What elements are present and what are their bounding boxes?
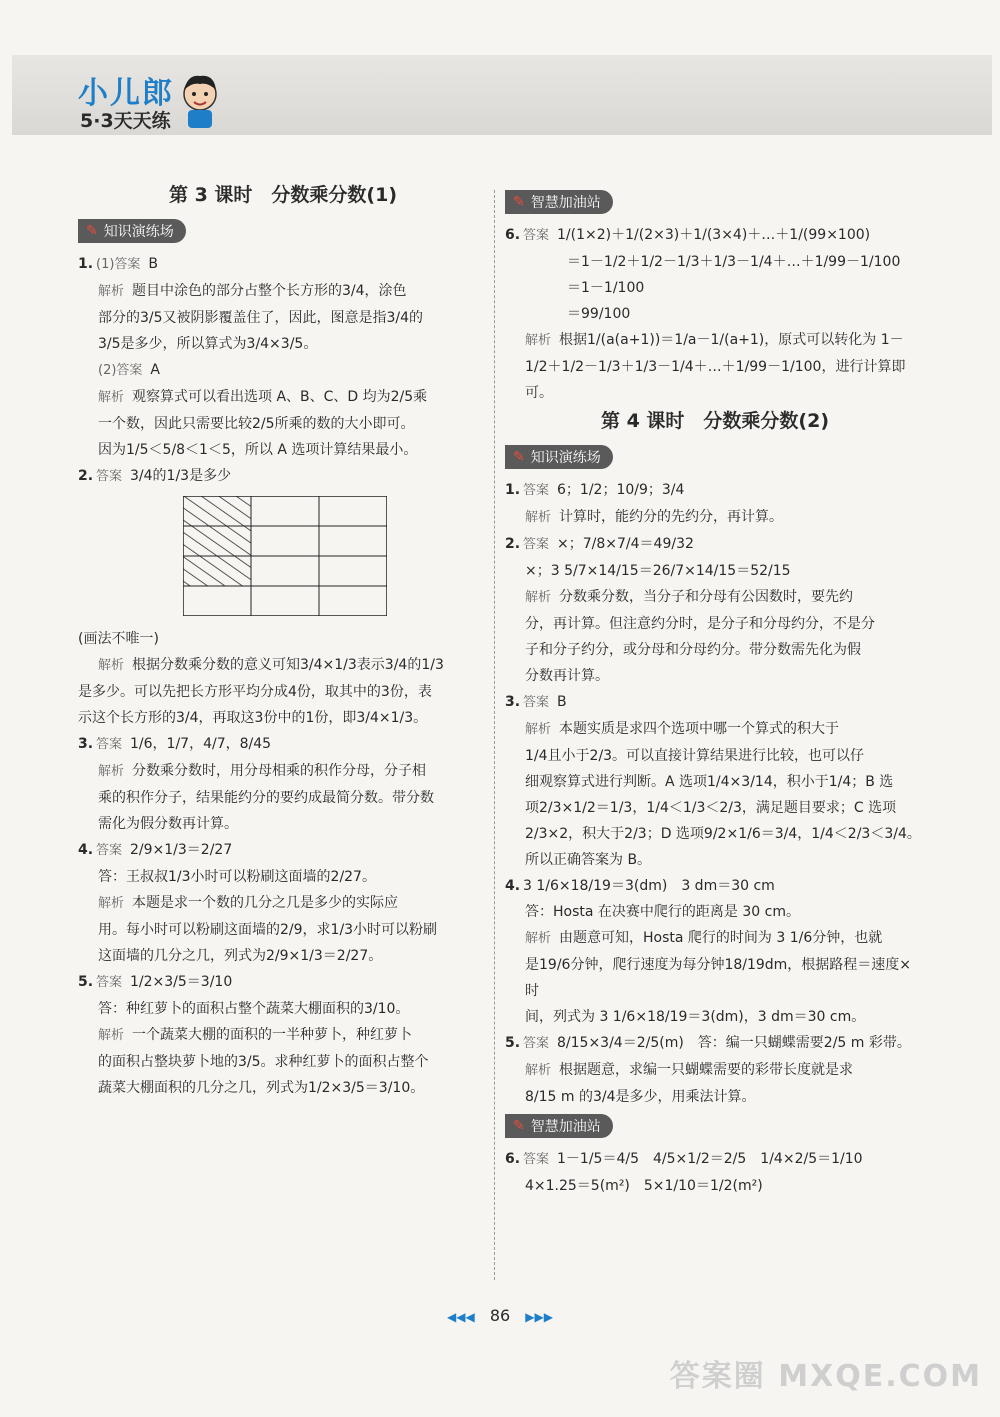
line-text: 蔬菜大棚面积的几分之几，列式为1/2×3/5＝3/10。: [98, 1080, 425, 1096]
line-text: 的面积占整块萝卜地的3/5。求种红萝卜的面积占整个: [98, 1054, 429, 1070]
text-line: [505, 249, 925, 275]
text-line: [505, 354, 925, 406]
line-text: 由题意可知，Hosta 爬行的时间为 3 1/6分钟，也就: [559, 930, 883, 946]
text-line: [78, 411, 488, 437]
text-line: [505, 1004, 925, 1030]
line-text: 根据分数乘分数的意义可知3/4×1/3表示3/4的1/3: [132, 657, 444, 673]
line-text: 观察算式可以看出选项 A、B、C、D 均为2/5乘: [132, 389, 428, 405]
prev-arrows-icon: ◀◀◀: [447, 1310, 475, 1324]
text-line: [505, 637, 925, 663]
question-number: 5.: [78, 974, 94, 990]
line-label: 解析: [98, 390, 125, 405]
text-line: [78, 278, 488, 305]
line-text: 因为1/5＜5/8＜1＜5，所以 A 选项计算结果最小。: [98, 442, 418, 458]
line-label: 答案: [96, 975, 123, 990]
right-column: [505, 186, 925, 1199]
text-line: [78, 1075, 488, 1101]
text-line: [78, 437, 488, 463]
text-line: [78, 758, 488, 785]
line-text: 子和分子约分，或分母和分母约分。带分数需先化为假: [525, 642, 861, 658]
line-text: 1/2×3/5＝3/10: [130, 974, 233, 990]
text-line: [505, 1173, 925, 1199]
line-text: 乘的积作分子，结果能约分的要约成最简分数。带分数: [98, 790, 434, 806]
line-label: 解析: [525, 1063, 552, 1078]
text-line: [505, 1146, 925, 1173]
text-line: [78, 943, 488, 969]
watermark-logo: 答案圈 MXQE.COM: [669, 1359, 982, 1394]
line-text: 4×1.25＝5(m²) 5×1/10＝1/2(m²): [525, 1178, 763, 1194]
line-text: 一个数，因此只需要比较2/5所乘的数的大小即可。: [98, 416, 415, 432]
pencil-icon: ✎: [513, 449, 525, 465]
line-text: 本题是求一个数的几分之几是多少的实际应: [132, 895, 399, 911]
line-text: ×；3 5/7×14/15＝26/7×14/15＝52/15: [525, 563, 791, 579]
question-number: 4.: [505, 878, 521, 894]
question-number: 2.: [505, 536, 521, 552]
line-text: 6；1/2；10/9；3/4: [557, 482, 685, 498]
line-label: 解析: [525, 590, 552, 605]
line-text: 本题实质是求四个选项中哪一个算式的积大于: [559, 721, 840, 737]
text-line: [505, 504, 925, 531]
text-line: [78, 626, 488, 652]
question-number: 6.: [505, 1151, 521, 1167]
text-line: [78, 864, 488, 890]
question-number: 3.: [505, 694, 521, 710]
line-text: 项2/3×1/2＝1/3，1/4＜1/3＜2/3，满足题目要求；C 选项: [525, 800, 897, 816]
line-text: ＝1－1/2＋1/2－1/3＋1/3－1/4＋…＋1/99－1/100: [567, 254, 901, 270]
line-label: 解析: [98, 658, 125, 673]
line-text: 8/15×3/4＝2/5(m) 答：编一只蝴蝶需要2/5 m 彩带。: [557, 1035, 911, 1051]
line-text: 2/3×2，积大于2/3；D 选项9/2×1/6＝3/4，1/4＜2/3＜3/4。: [525, 826, 921, 842]
answer-grid-figure: [183, 496, 387, 616]
line-text: 分数乘分数时，用分母相乘的积作分母，分子相: [132, 763, 427, 779]
line-text: 3/4的1/3是多少: [130, 468, 232, 484]
line-label: 答案: [523, 228, 550, 243]
lesson-3-title: 第 3 课时 分数乘分数(1): [168, 184, 398, 206]
text-line: [505, 847, 925, 873]
line-text: 这面墙的几分之几，列式为2/9×1/3＝2/27。: [98, 948, 383, 964]
text-line: [505, 663, 925, 689]
text-line: [505, 1057, 925, 1084]
text-line: [78, 331, 488, 357]
pencil-icon: ✎: [513, 194, 525, 210]
line-label: 答案: [523, 537, 550, 552]
text-line: [78, 1022, 488, 1049]
text-line: [505, 769, 925, 795]
text-line: [505, 222, 925, 249]
line-label: 答案: [523, 483, 550, 498]
text-line: [505, 716, 925, 743]
text-line: [505, 743, 925, 769]
text-line: [505, 873, 925, 899]
line-label: 解析: [525, 333, 552, 348]
line-text: B: [148, 256, 159, 272]
text-line: [505, 1030, 925, 1057]
text-line: [78, 837, 488, 864]
line-text: 计算时，能约分的先约分，再计算。: [559, 509, 784, 525]
line-text: 所以正确答案为 B。: [525, 852, 652, 868]
text-line: [505, 584, 925, 611]
page-footer: [0, 1306, 1000, 1325]
line-label: 解析: [98, 896, 125, 911]
text-line: [78, 705, 488, 731]
pencil-icon: ✎: [513, 1118, 525, 1134]
line-label: 解析: [98, 284, 125, 299]
text-line: [78, 890, 488, 917]
line-text: 1/(1×2)＋1/(2×3)＋1/(3×4)＋…＋1/(99×100): [557, 227, 871, 243]
line-text: 1/2＋1/2－1/3＋1/3－1/4＋…＋1/99－1/100，进行计算即可。: [525, 359, 906, 401]
line-text: 答：Hosta 在决赛中爬行的距离是 30 cm。: [525, 904, 800, 920]
text-line: [505, 795, 925, 821]
text-line: [78, 679, 488, 705]
line-text: 1/4且小于2/3。可以直接计算结果进行比较，也可以仔: [525, 748, 865, 764]
line-text: 分数再计算。: [525, 668, 609, 684]
line-text: 间，列式为 3 1/6×18/19＝3(dm)，3 dm＝30 cm。: [525, 1009, 866, 1025]
lesson-4-title: 第 4 课时 分数乘分数(2): [600, 410, 830, 432]
question-number: 5.: [505, 1035, 521, 1051]
line-label: (2)答案: [98, 363, 143, 378]
text-line: [505, 275, 925, 301]
text-line: [78, 305, 488, 331]
line-text: 2/9×1/3＝2/27: [130, 842, 233, 858]
line-label: 解析: [525, 722, 552, 737]
text-line: [505, 689, 925, 716]
text-line: [78, 785, 488, 811]
question-number: 2.: [78, 468, 94, 484]
text-line: [78, 357, 488, 384]
line-text: 部分的3/5又被阴影覆盖住了，因此，图意是指3/4的: [98, 310, 424, 326]
line-label: 解析: [98, 1028, 125, 1043]
pencil-icon: ✎: [86, 223, 98, 239]
line-label: (1)答案: [96, 257, 141, 272]
line-text: 需化为假分数再计算。: [98, 816, 238, 832]
line-label: 答案: [96, 843, 123, 858]
text-line: [505, 821, 925, 847]
text-line: [78, 1049, 488, 1075]
text-line: [78, 384, 488, 411]
line-text: 答：王叔叔1/3小时可以粉刷这面墙的2/27。: [98, 869, 376, 885]
line-text: 答：种红萝卜的面积占整个蔬菜大棚面积的3/10。: [98, 1001, 410, 1017]
line-text: (画法不唯一): [78, 631, 159, 647]
line-text: 是多少。可以先把长方形平均分成4份，取其中的3份，表: [78, 684, 432, 700]
brand-subtitle: 5·3天天练: [80, 110, 171, 132]
text-line: [505, 611, 925, 637]
line-label: 答案: [523, 1152, 550, 1167]
left-column: [78, 180, 488, 1101]
text-line: [78, 969, 488, 996]
line-text: 1－1/5＝4/5 4/5×1/2＝2/5 1/4×2/5＝1/10: [557, 1151, 863, 1167]
line-text: 细观察算式进行判断。A 选项1/4×3/14，积小于1/4；B 选: [525, 774, 894, 790]
section-header-challenge-top: ✎ 智慧加油站: [505, 190, 613, 214]
line-label: 解析: [525, 931, 552, 946]
text-line: [505, 1084, 925, 1110]
line-text: 分，再计算。但注意约分时，是分子和分母约分，不是分: [525, 616, 875, 632]
line-text: 根据题意，求编一只蝴蝶需要的彩带长度就是求: [559, 1062, 854, 1078]
line-text: A: [150, 362, 160, 378]
text-line: [78, 996, 488, 1022]
question-number: 3.: [78, 736, 94, 752]
question-number: 1.: [505, 482, 521, 498]
text-line: [505, 925, 925, 952]
line-text: 1/6，1/7，4/7，8/45: [130, 736, 272, 752]
line-label: 解析: [525, 510, 552, 525]
line-label: 答案: [523, 695, 550, 710]
line-label: 答案: [96, 469, 123, 484]
section-header-practice-2: ✎ 知识演练场: [505, 445, 613, 469]
line-text: 8/15 m 的3/4是多少，用乘法计算。: [525, 1089, 756, 1105]
text-line: [78, 251, 488, 278]
section-header-practice: ✎ 知识演练场: [78, 219, 186, 243]
line-label: 解析: [98, 764, 125, 779]
text-line: [78, 731, 488, 758]
line-text: 是19/6分钟，爬行速度为每分钟18/19dm，根据路程＝速度×时: [525, 957, 912, 999]
line-text: 分数乘分数，当分子和分母有公因数时，要先约: [559, 589, 854, 605]
line-text: 用。每小时可以粉刷这面墙的2/9，求1/3小时可以粉刷: [98, 922, 438, 938]
line-text: ＝99/100: [567, 306, 631, 322]
text-line: [505, 952, 925, 1004]
line-text: 3/5是多少，所以算式为3/4×3/5。: [98, 336, 318, 352]
text-line: [505, 899, 925, 925]
brand-logo: 小儿郎: [78, 76, 174, 111]
text-line: [78, 917, 488, 943]
section-header-challenge: ✎ 智慧加油站: [505, 1114, 613, 1138]
next-arrows-icon: ▶▶▶: [525, 1310, 553, 1324]
text-line: [78, 463, 488, 490]
line-text: 一个蔬菜大棚的面积的一半种萝卜，种红萝卜: [132, 1027, 413, 1043]
line-text: B: [557, 694, 567, 710]
line-text: 根据1/(a(a+1))＝1/a－1/(a+1)，原式可以转化为 1－: [559, 332, 904, 348]
text-line: [78, 652, 488, 679]
text-line: [78, 811, 488, 837]
line-text: 3 1/6×18/19＝3(dm) 3 dm＝30 cm: [523, 878, 775, 894]
page-number: 86: [489, 1306, 511, 1325]
line-text: 示这个长方形的3/4，再取这3份中的1份，即3/4×1/3。: [78, 710, 428, 726]
text-line: [505, 558, 925, 584]
text-line: [505, 477, 925, 504]
text-line: [505, 531, 925, 558]
line-label: 答案: [523, 1036, 550, 1051]
mascot-icon: [178, 72, 222, 130]
text-line: [505, 327, 925, 354]
line-text: 题目中涂色的部分占整个长方形的3/4，涂色: [132, 283, 407, 299]
question-number: 6.: [505, 227, 521, 243]
question-number: 4.: [78, 842, 94, 858]
question-number: 1.: [78, 256, 94, 272]
line-text: ×；7/8×7/4＝49/32: [557, 536, 694, 552]
line-text: ＝1－1/100: [567, 280, 645, 296]
column-divider: [494, 190, 495, 1280]
line-label: 答案: [96, 737, 123, 752]
text-line: [505, 301, 925, 327]
